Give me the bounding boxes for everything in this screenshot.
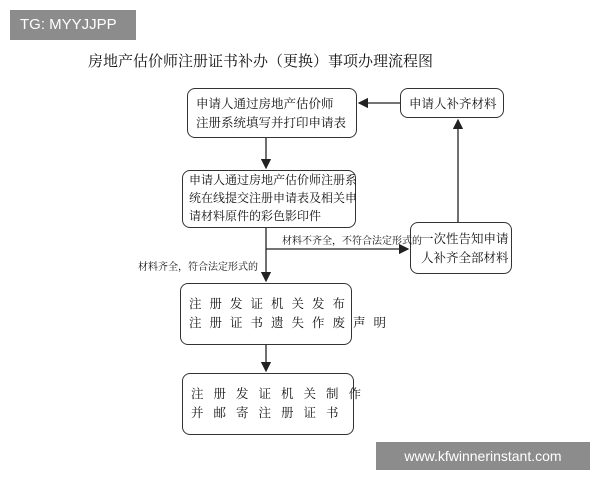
condition-complete: 材料齐全，符合法定形式的 [138, 262, 258, 273]
diagram-title: 房地产估价师注册证书补办（更换）事项办理流程图 [88, 52, 434, 70]
step-publish-void-notice [180, 283, 395, 345]
step-line: 注册证书遗失作废声明 [189, 315, 395, 330]
step-line: 人补齐全部材料 [421, 250, 509, 265]
watermark: www.kfwinnerinstant.com [376, 442, 590, 470]
step-line: 统在线提交注册申请表及相关申 [189, 191, 358, 205]
step-notify-once [410, 222, 512, 274]
step-line: 注册发证机关发布 [189, 296, 354, 311]
step-fill-print-form [187, 88, 357, 138]
step-line: 注册发证机关制作 [191, 386, 372, 401]
step-line: 申请人通过房地产估价师注册系 [189, 173, 358, 187]
step-line: 一次性告知申请 [421, 231, 509, 246]
step-line: 申请人补齐材料 [409, 96, 497, 111]
step-line: 申请人通过房地产估价师 [196, 96, 334, 111]
step-line: 并邮寄注册证书 [191, 405, 349, 420]
source-tag: TG: MYYJJPP [10, 10, 136, 40]
step-line: 注册系统填写并打印申请表 [196, 115, 347, 130]
step-issue-mail-certificate [182, 373, 372, 435]
condition-incomplete: 材料不齐全，不符合法定形式的 [282, 236, 422, 247]
step-supplement-materials [400, 88, 504, 118]
step-submit-online [182, 170, 356, 228]
step-line: 请材料原件的彩色影印件 [189, 209, 322, 223]
